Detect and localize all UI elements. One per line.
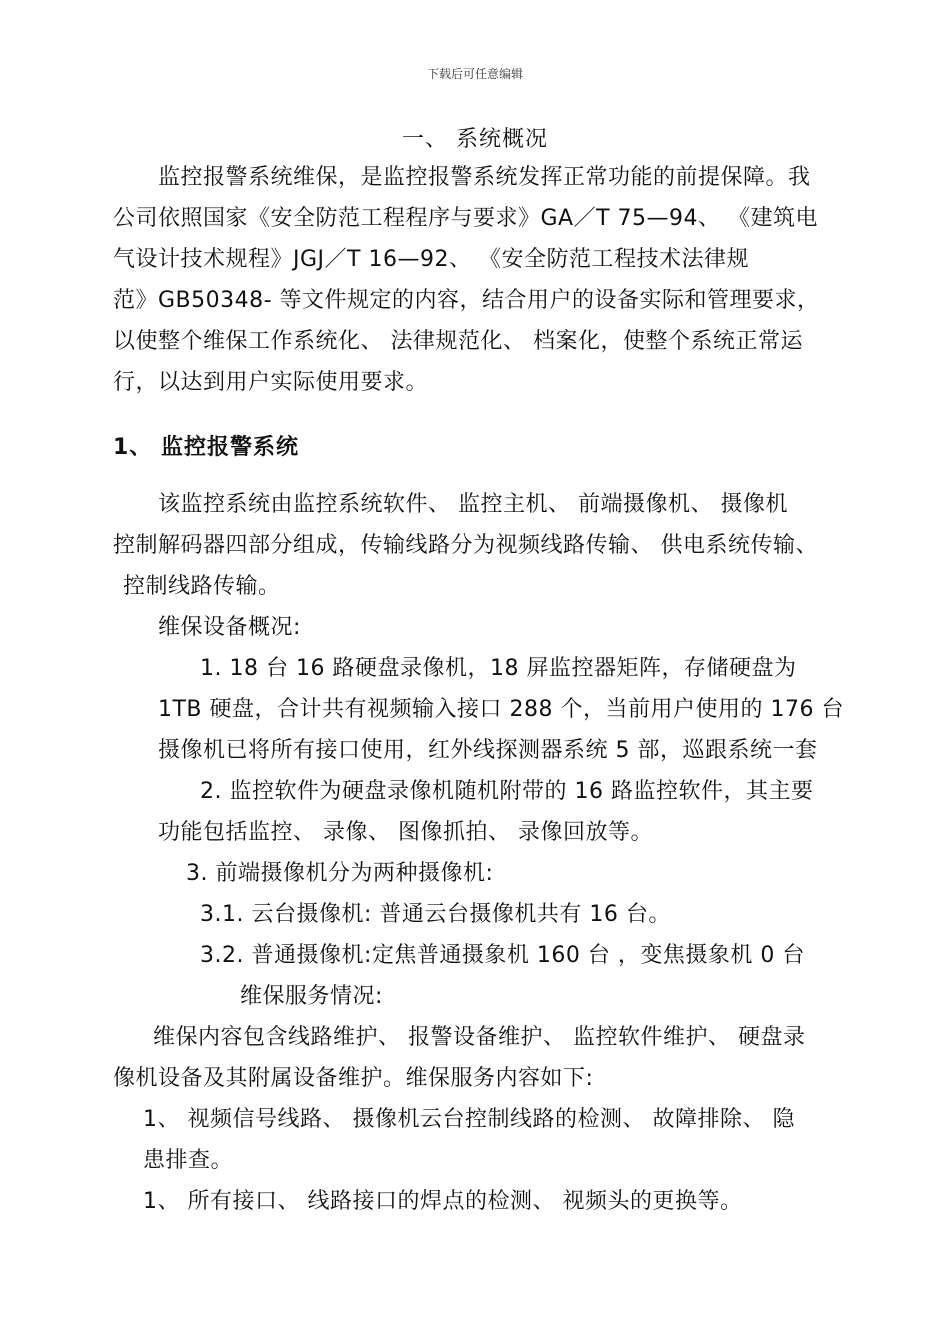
service-item2-line: 1、 所有接口、 线路接口的焊点的检测、 视频头的更换等。 [143, 1189, 743, 1214]
service-heading: 维保服务情况: [240, 984, 383, 1009]
intro-line-2: 公司依照国家《安全防范工程程序与要求》GA／T 75—94、 《建筑电 [113, 206, 819, 231]
item3-line: 3. 前端摄像机分为两种摄像机: [186, 861, 494, 886]
service-line-2: 像机设备及其附属设备维护。维保服务内容如下: [113, 1066, 594, 1091]
intro-line-6: 行，以达到用户实际使用要求。 [113, 370, 429, 395]
page-header-note: 下载后可任意编辑 [426, 67, 523, 81]
section1-line-3: 控制线路传输。 [123, 574, 281, 599]
section1-line-2: 控制解码器四部分组成，传输线路分为视频线路传输、 供电系统传输、 [113, 533, 818, 558]
item1-line-1: 1. 18 台 16 路硬盘录像机，18 屏监控器矩阵，存储硬盘为 [200, 656, 797, 681]
service-line-1: 维保内容包含线路维护、 报警设备维护、 监控软件维护、 硬盘录 [153, 1025, 806, 1050]
item2-line-2: 功能包括监控、 录像、 图像抓拍、 录像回放等。 [158, 820, 653, 845]
item2-line-1: 2. 监控软件为硬盘录像机随机附带的 16 路监控软件，其主要 [200, 779, 814, 804]
equipment-heading: 维保设备概况: [158, 615, 301, 640]
item3-2-line: 3.2. 普通摄像机:定焦普通摄象机 160 台 ，变焦摄象机 0 台 [200, 943, 805, 968]
service-item1-line-2: 患排查。 [143, 1148, 234, 1173]
service-item1-line-1: 1、 视频信号线路、 摄像机云台控制线路的检测、 故障排除、 隐 [143, 1107, 795, 1132]
item1-line-3: 摄像机已将所有接口使用，红外线探测器系统 5 部，巡跟系统一套 [158, 738, 818, 763]
section-title: 一、 系统概况 [402, 127, 548, 152]
intro-line-3: 气设计技术规程》JGJ／T 16—92、 《安全防范工程技术法律规 [113, 247, 749, 272]
item3-1-line: 3.1. 云台摄像机: 普通云台摄像机共有 16 台。 [200, 902, 671, 927]
section1-line-1: 该监控系统由监控系统软件、 监控主机、 前端摄像机、 摄像机 [158, 492, 788, 517]
intro-line-4: 范》GB50348- 等文件规定的内容，结合用户的设备实际和管理要求， [113, 288, 820, 313]
intro-line-5: 以使整个维保工作系统化、 法律规范化、 档案化，使整个系统正常运 [113, 329, 803, 354]
intro-line-1: 监控报警系统维保，是监控报警系统发挥正常功能的前提保障。我 [158, 165, 811, 190]
item1-line-2: 1TB 硬盘，合计共有视频输入接口 288 个，当前用户使用的 176 台 [158, 697, 844, 722]
section-heading-monitoring: 1、 监控报警系统 [113, 435, 299, 460]
